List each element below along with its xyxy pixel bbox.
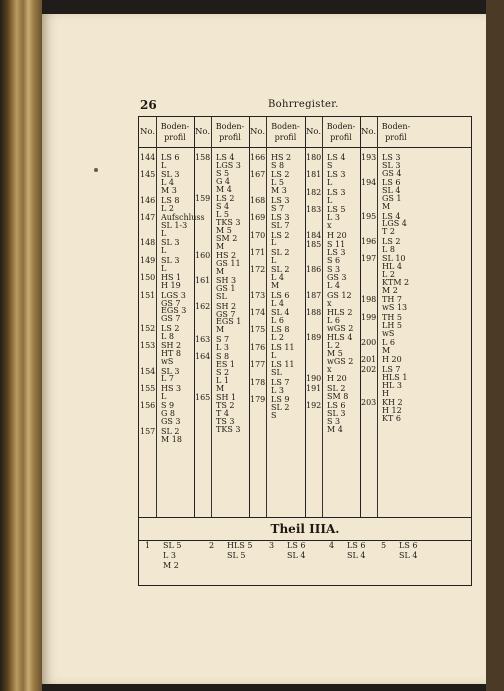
profile-entry: L: [271, 255, 277, 265]
profile-entry: SL 1-3: [161, 221, 188, 230]
no-divider: [156, 117, 157, 517]
profile-entry: LS 9: [271, 395, 290, 404]
profile-entry: LS 3: [271, 195, 290, 205]
profile-entry: x: [327, 298, 332, 308]
profile-entry: L 4: [271, 298, 284, 308]
profile-entry: LS 7: [382, 364, 401, 374]
profile-entry: TKS 3: [216, 217, 241, 227]
profile-entry: S 3: [327, 417, 341, 427]
profile-entry: LS 8: [271, 325, 290, 335]
profile-entry: L 2: [382, 270, 395, 279]
profile-entry: LS 3: [327, 170, 346, 180]
profile-entry: L: [161, 391, 167, 401]
entry-number: 186: [306, 265, 322, 275]
profile-entry: SL 3: [382, 160, 401, 170]
profile-entry: SL 2: [161, 426, 180, 436]
profile-entry: LS 3: [382, 153, 401, 162]
profile-entry: LS 2: [216, 194, 235, 204]
profile-entry: L 4: [271, 273, 284, 283]
profile-entry: G 8: [161, 409, 176, 419]
profile-entry: L 3: [271, 385, 284, 395]
profile-entry: wS 13: [382, 303, 408, 313]
profile-entry: KT 6: [382, 413, 401, 423]
profile-entry: SL 2: [327, 383, 346, 393]
profile-entry: GS 7: [216, 309, 236, 319]
profile-entry: SL 3: [327, 409, 346, 419]
entry-number: 192: [306, 401, 322, 411]
profile-entry: LS 4: [382, 211, 401, 221]
profile-entry: HS 1: [161, 273, 182, 283]
entry-number: 156: [140, 401, 156, 411]
profile-entry: LS 7: [271, 377, 290, 387]
profile-entry: GS 1: [216, 284, 236, 294]
profile-entry: M 5: [327, 349, 343, 359]
profile-entry: M 5: [216, 225, 232, 235]
profile-entry: SL: [216, 292, 227, 302]
entry-number: 174: [250, 308, 266, 317]
profile-entry: M: [271, 281, 280, 291]
profile-entry: S 9: [161, 401, 175, 411]
profile-entry: L: [161, 263, 167, 273]
entry-number: 167: [250, 170, 266, 180]
profile-entry: L 1: [216, 375, 229, 385]
entry-number: 200: [361, 338, 377, 347]
profile-entry: wS: [161, 357, 174, 366]
profile-entry: S 8: [216, 352, 230, 362]
entry-number: 168: [250, 195, 266, 205]
profile-entry: GS 3: [161, 417, 181, 427]
profile-entry: L: [161, 160, 167, 170]
entry-number: 177: [250, 360, 266, 370]
profile-entry: GS 7: [161, 298, 181, 308]
entry-number: 150: [140, 273, 156, 283]
profile-entry: LS 6: [161, 153, 180, 162]
profile-entry: L 4: [327, 281, 340, 291]
profile-entry: SL 3: [161, 255, 180, 265]
page-edges: [0, 0, 42, 691]
entry-number: 157: [140, 426, 156, 436]
profile-entry: L 4: [161, 178, 174, 188]
profile-entry: SL 7: [271, 221, 290, 230]
profile-entry: LS 6: [382, 178, 401, 188]
profile-entry: S: [327, 160, 333, 170]
profile-entry: SM 8: [327, 391, 349, 401]
profile-entry: HS 3: [161, 383, 182, 393]
profile-entry: x: [327, 221, 332, 230]
page-number: 26: [140, 98, 157, 112]
profile-entry: HLS 5 SL 5: [227, 541, 253, 560]
header-profile: Boden- profil: [381, 122, 411, 142]
profile-entry: SH 2: [161, 341, 182, 351]
profile-entry: M: [216, 325, 225, 335]
profile-entry: TS 3: [216, 417, 235, 426]
entry-number: 176: [250, 342, 266, 352]
header-no: No.: [139, 126, 156, 137]
profile-entry: L: [161, 228, 167, 238]
profile-entry: GS 4: [382, 168, 402, 178]
profile-entry: KH 2: [382, 398, 403, 408]
profile-entry: TH 7: [382, 295, 402, 305]
profile-entry: wGS 2: [327, 357, 354, 366]
profile-entry: SL 2: [271, 402, 290, 412]
profile-entry: GS 11: [216, 258, 241, 268]
entry-number: 179: [250, 395, 266, 404]
profile-entry: LS 3: [327, 247, 346, 257]
profile-entry: LS 2: [382, 236, 401, 246]
profile-entry: S 6: [327, 255, 341, 265]
right-edge: [486, 0, 504, 691]
profile-entry: L 2: [161, 203, 174, 213]
header-profile: Boden- profil: [271, 122, 300, 142]
entry-number: 146: [140, 195, 156, 205]
entry-number: 155: [140, 383, 156, 393]
entry-number: 5: [381, 541, 387, 550]
profile-entry: LS 3: [327, 187, 346, 197]
entry-number: 202: [361, 364, 377, 374]
profile-entry: SL 2: [271, 265, 290, 275]
profile-entry: TH 5: [382, 312, 402, 322]
profile-entry: LS 4: [216, 153, 235, 162]
profile-entry: M 4: [216, 184, 232, 194]
profile-entry: ES 1: [216, 360, 235, 370]
profile-entry: HL 3: [382, 380, 402, 390]
profile-entry: GS 3: [327, 273, 347, 283]
header-no: No.: [194, 126, 211, 137]
entry-number: 188: [306, 308, 322, 317]
entry-number: 203: [361, 398, 377, 408]
entry-number: 199: [361, 312, 377, 322]
profile-entry: S 4: [216, 202, 230, 211]
entry-number: 1: [145, 541, 151, 550]
profile-entry: L: [327, 178, 333, 188]
header-no: No.: [305, 126, 322, 137]
profile-entry: M 4: [327, 425, 343, 434]
profile-entry: EGS 3: [161, 306, 187, 316]
profile-entry: T 2: [382, 227, 395, 237]
profile-entry: LS 6: [271, 290, 290, 300]
profile-entry: LS 6 SL 4: [347, 541, 366, 560]
profile-entry: SL 4: [271, 308, 290, 317]
profile-entry: H: [382, 388, 389, 398]
entry-number: 147: [140, 213, 156, 223]
profile-entry: x: [327, 364, 332, 374]
entry-number: 185: [306, 240, 322, 249]
entry-number: 184: [306, 230, 322, 240]
profile-entry: LS 5: [327, 205, 346, 215]
header-no: No.: [249, 126, 266, 137]
profile-entry: SL 5 L 3 M 2: [163, 541, 182, 570]
entry-number: 148: [140, 238, 156, 248]
entry-number: 193: [361, 153, 377, 162]
profile-entry: GS 1: [382, 194, 402, 204]
profile-entry: H 19: [161, 281, 181, 291]
entry-number: 145: [140, 170, 156, 180]
profile-entry: LH 5: [382, 320, 402, 330]
profile-entry: HLS 4: [327, 333, 353, 343]
profile-entry: L 2: [271, 333, 284, 343]
profile-entry: HLS 1: [382, 372, 408, 382]
profile-entry: H 20: [327, 230, 347, 240]
profile-entry: L: [271, 350, 277, 360]
page-mark: [94, 168, 98, 172]
profile-entry: TKS 3: [216, 424, 241, 434]
entry-number: 201: [361, 355, 377, 365]
entry-number: 4: [329, 541, 335, 550]
entry-number: 171: [250, 247, 266, 257]
profile-entry: S 5: [216, 168, 230, 178]
entry-number: 189: [306, 333, 322, 343]
profile-entry: SL 2: [271, 247, 290, 257]
profile-entry: LS 6 SL 4: [287, 541, 306, 560]
column-divider: [194, 117, 195, 517]
profile-entry: SL 3: [161, 366, 180, 376]
profile-entry: M 3: [271, 186, 287, 196]
entry-number: 165: [195, 393, 211, 403]
profile-entry: L 3: [216, 342, 229, 352]
profile-entry: H 20: [327, 374, 347, 384]
entry-number: 162: [195, 301, 211, 311]
entry-number: 149: [140, 255, 156, 265]
no-divider: [377, 117, 378, 517]
profile-entry: HL 4: [382, 262, 402, 272]
profile-entry: SH 1: [216, 393, 237, 403]
profile-entry: L 6: [382, 338, 395, 347]
header-profile: Boden- profil: [326, 122, 356, 142]
profile-entry: LS 4: [327, 153, 346, 162]
profile-entry: GS 12: [327, 290, 352, 300]
profile-entry: L: [161, 246, 167, 256]
profile-entry: LS 6: [327, 401, 346, 411]
profile-entry: L 2: [327, 341, 340, 351]
profile-entry: M: [216, 266, 225, 276]
profile-entry: LS 11: [271, 342, 295, 352]
profile-entry: S 7: [216, 334, 230, 344]
register-table: [138, 116, 472, 586]
entry-number: 197: [361, 254, 377, 264]
profile-entry: SM 2: [216, 233, 238, 243]
profile-entry: HT 8: [161, 349, 181, 359]
profile-entry: S: [271, 410, 277, 420]
profile-entry: LS 3: [271, 213, 290, 223]
entry-number: 178: [250, 377, 266, 387]
no-divider: [322, 117, 323, 517]
entry-number: 172: [250, 265, 266, 275]
section-title: Theil IIIA.: [270, 522, 340, 536]
profile-entry: S 3: [327, 265, 341, 275]
entry-number: 2: [209, 541, 215, 550]
no-divider: [266, 117, 267, 517]
entry-number: 173: [250, 290, 266, 300]
entry-number: 161: [195, 276, 211, 286]
profile-entry: TS 2: [216, 401, 235, 411]
profile-entry: LS 8: [161, 195, 180, 205]
profile-entry: wS: [382, 328, 395, 338]
profile-entry: M 3: [161, 186, 177, 196]
entry-number: 152: [140, 323, 156, 333]
profile-entry: M: [382, 345, 391, 355]
entry-number: 191: [306, 383, 322, 393]
profile-entry: SH 2: [216, 301, 237, 311]
profile-entry: HS 2: [271, 153, 292, 162]
profile-entry: L 3: [327, 213, 340, 223]
entry-number: 3: [269, 541, 275, 550]
header-profile: Boden- profil: [160, 122, 190, 142]
entry-number: 196: [361, 236, 377, 246]
profile-entry: S 11: [327, 240, 346, 249]
profile-entry: SL 3: [161, 170, 180, 180]
profile-entry: L 5: [271, 178, 284, 188]
header-no: No.: [360, 126, 377, 137]
entry-number: 144: [140, 153, 156, 162]
entry-number: 183: [306, 205, 322, 215]
profile-entry: SL 3: [161, 238, 180, 248]
profile-entry: LGS 3: [216, 160, 241, 170]
profile-entry: M 2: [382, 285, 398, 295]
entry-number: 198: [361, 295, 377, 305]
profile-entry: SH 3: [216, 276, 237, 286]
entry-number: 187: [306, 290, 322, 300]
profile-entry: L 8: [382, 244, 395, 254]
profile-entry: L 6: [271, 315, 284, 325]
entry-number: 158: [195, 153, 211, 162]
entry-number: 194: [361, 178, 377, 188]
profile-entry: LS 2: [271, 230, 290, 240]
profile-entry: M 18: [161, 434, 182, 444]
profile-entry: SL: [271, 368, 282, 378]
entry-number: 153: [140, 341, 156, 351]
entry-number: 169: [250, 213, 266, 223]
profile-entry: L: [271, 238, 277, 248]
entry-number: 170: [250, 230, 266, 240]
profile-entry: LS 11: [271, 360, 295, 370]
profile-entry: GS 7: [161, 314, 181, 324]
profile-entry: T 4: [216, 409, 229, 419]
entry-number: 160: [195, 251, 211, 260]
profile-entry: wGS 2: [327, 323, 354, 333]
profile-entry: M: [216, 241, 225, 251]
header-profile: Boden- profil: [215, 122, 245, 142]
entry-number: 175: [250, 325, 266, 335]
entry-number: 163: [195, 334, 211, 344]
profile-entry: G 4: [216, 176, 231, 186]
entry-number: 164: [195, 352, 211, 362]
profile-entry: KTM 2: [382, 277, 410, 287]
profile-entry: L 5: [216, 209, 229, 219]
profile-entry: L 6: [327, 315, 340, 325]
profile-entry: L 8: [161, 331, 174, 341]
profile-entry: LGS 4: [382, 219, 407, 229]
profile-entry: LS 2: [271, 170, 290, 180]
profile-entry: L: [327, 195, 333, 205]
entry-number: 166: [250, 153, 266, 162]
profile-entry: SL 4: [382, 186, 401, 196]
page-title: Bohrregister.: [268, 99, 339, 110]
profile-entry: M: [216, 383, 225, 393]
profile-entry: LGS 3: [161, 290, 186, 300]
profile-entry: HS 2: [216, 251, 237, 260]
profile-entry: Aufschluss: [161, 213, 205, 223]
profile-entry: S 2: [216, 368, 230, 377]
profile-entry: H 20: [382, 355, 402, 365]
profile-entry: LS 6 SL 4: [399, 541, 418, 560]
profile-entry: S 7: [271, 203, 285, 213]
entry-number: 195: [361, 211, 377, 221]
entry-number: 180: [306, 153, 322, 162]
entry-number: 182: [306, 187, 322, 197]
profile-entry: H 12: [382, 406, 402, 415]
no-divider: [211, 117, 212, 517]
profile-entry: HLS 2: [327, 308, 353, 317]
section-rule: [139, 517, 471, 518]
profile-entry: M: [382, 202, 391, 211]
entry-number: 154: [140, 366, 156, 376]
entry-number: 159: [195, 194, 211, 204]
entry-number: 151: [140, 290, 156, 300]
profile-entry: SL 10: [382, 254, 406, 264]
entry-number: 181: [306, 170, 322, 180]
entry-number: 190: [306, 374, 322, 384]
profile-entry: S 8: [271, 160, 285, 170]
profile-entry: EGS 1: [216, 317, 242, 327]
profile-entry: LS 2: [161, 323, 180, 333]
profile-entry: L 7: [161, 374, 174, 384]
